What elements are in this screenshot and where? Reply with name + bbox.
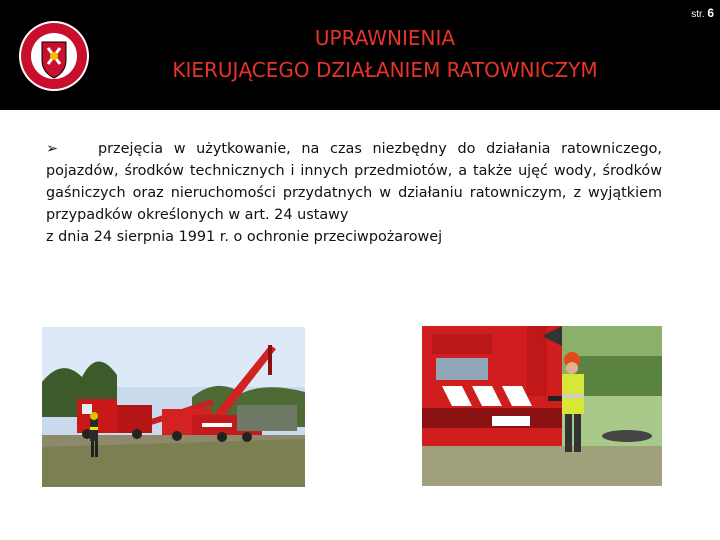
fire-brigade-logo-icon (18, 20, 90, 92)
page-number (691, 6, 714, 20)
photo-crane-operator (422, 326, 662, 486)
paragraph-text: przejęcia w użytkowanie, na czas niezbędny do działania ratowniczego, pojazdów, środków technicznych i innych przedmiotów, a także ujęć wody, środków gaśniczych oraz nieruchomości przydatnych w działaniu ratowniczym, z wyjątkiem przypadków określonych w art. 24 ustawy (46, 141, 662, 223)
page-prefix: str. (691, 9, 705, 20)
bullet-paragraph (46, 138, 662, 248)
paragraph-last-line: z dnia 24 sierpnia 1991 r. o ochronie przeciwpożarowej (46, 229, 443, 245)
title-line-2: KIERUJĄCEGO DZIAŁANIEM RATOWNICZYM (172, 58, 598, 82)
arrow-bullet-icon: ➢ (46, 141, 59, 157)
photo-fire-trucks-crane (42, 327, 305, 487)
page-title (100, 22, 670, 86)
slide-content (0, 110, 720, 540)
slide-header (0, 0, 720, 110)
title-line-1: UPRAWNIENIA (314, 26, 456, 50)
page-number-value: 6 (707, 6, 714, 20)
